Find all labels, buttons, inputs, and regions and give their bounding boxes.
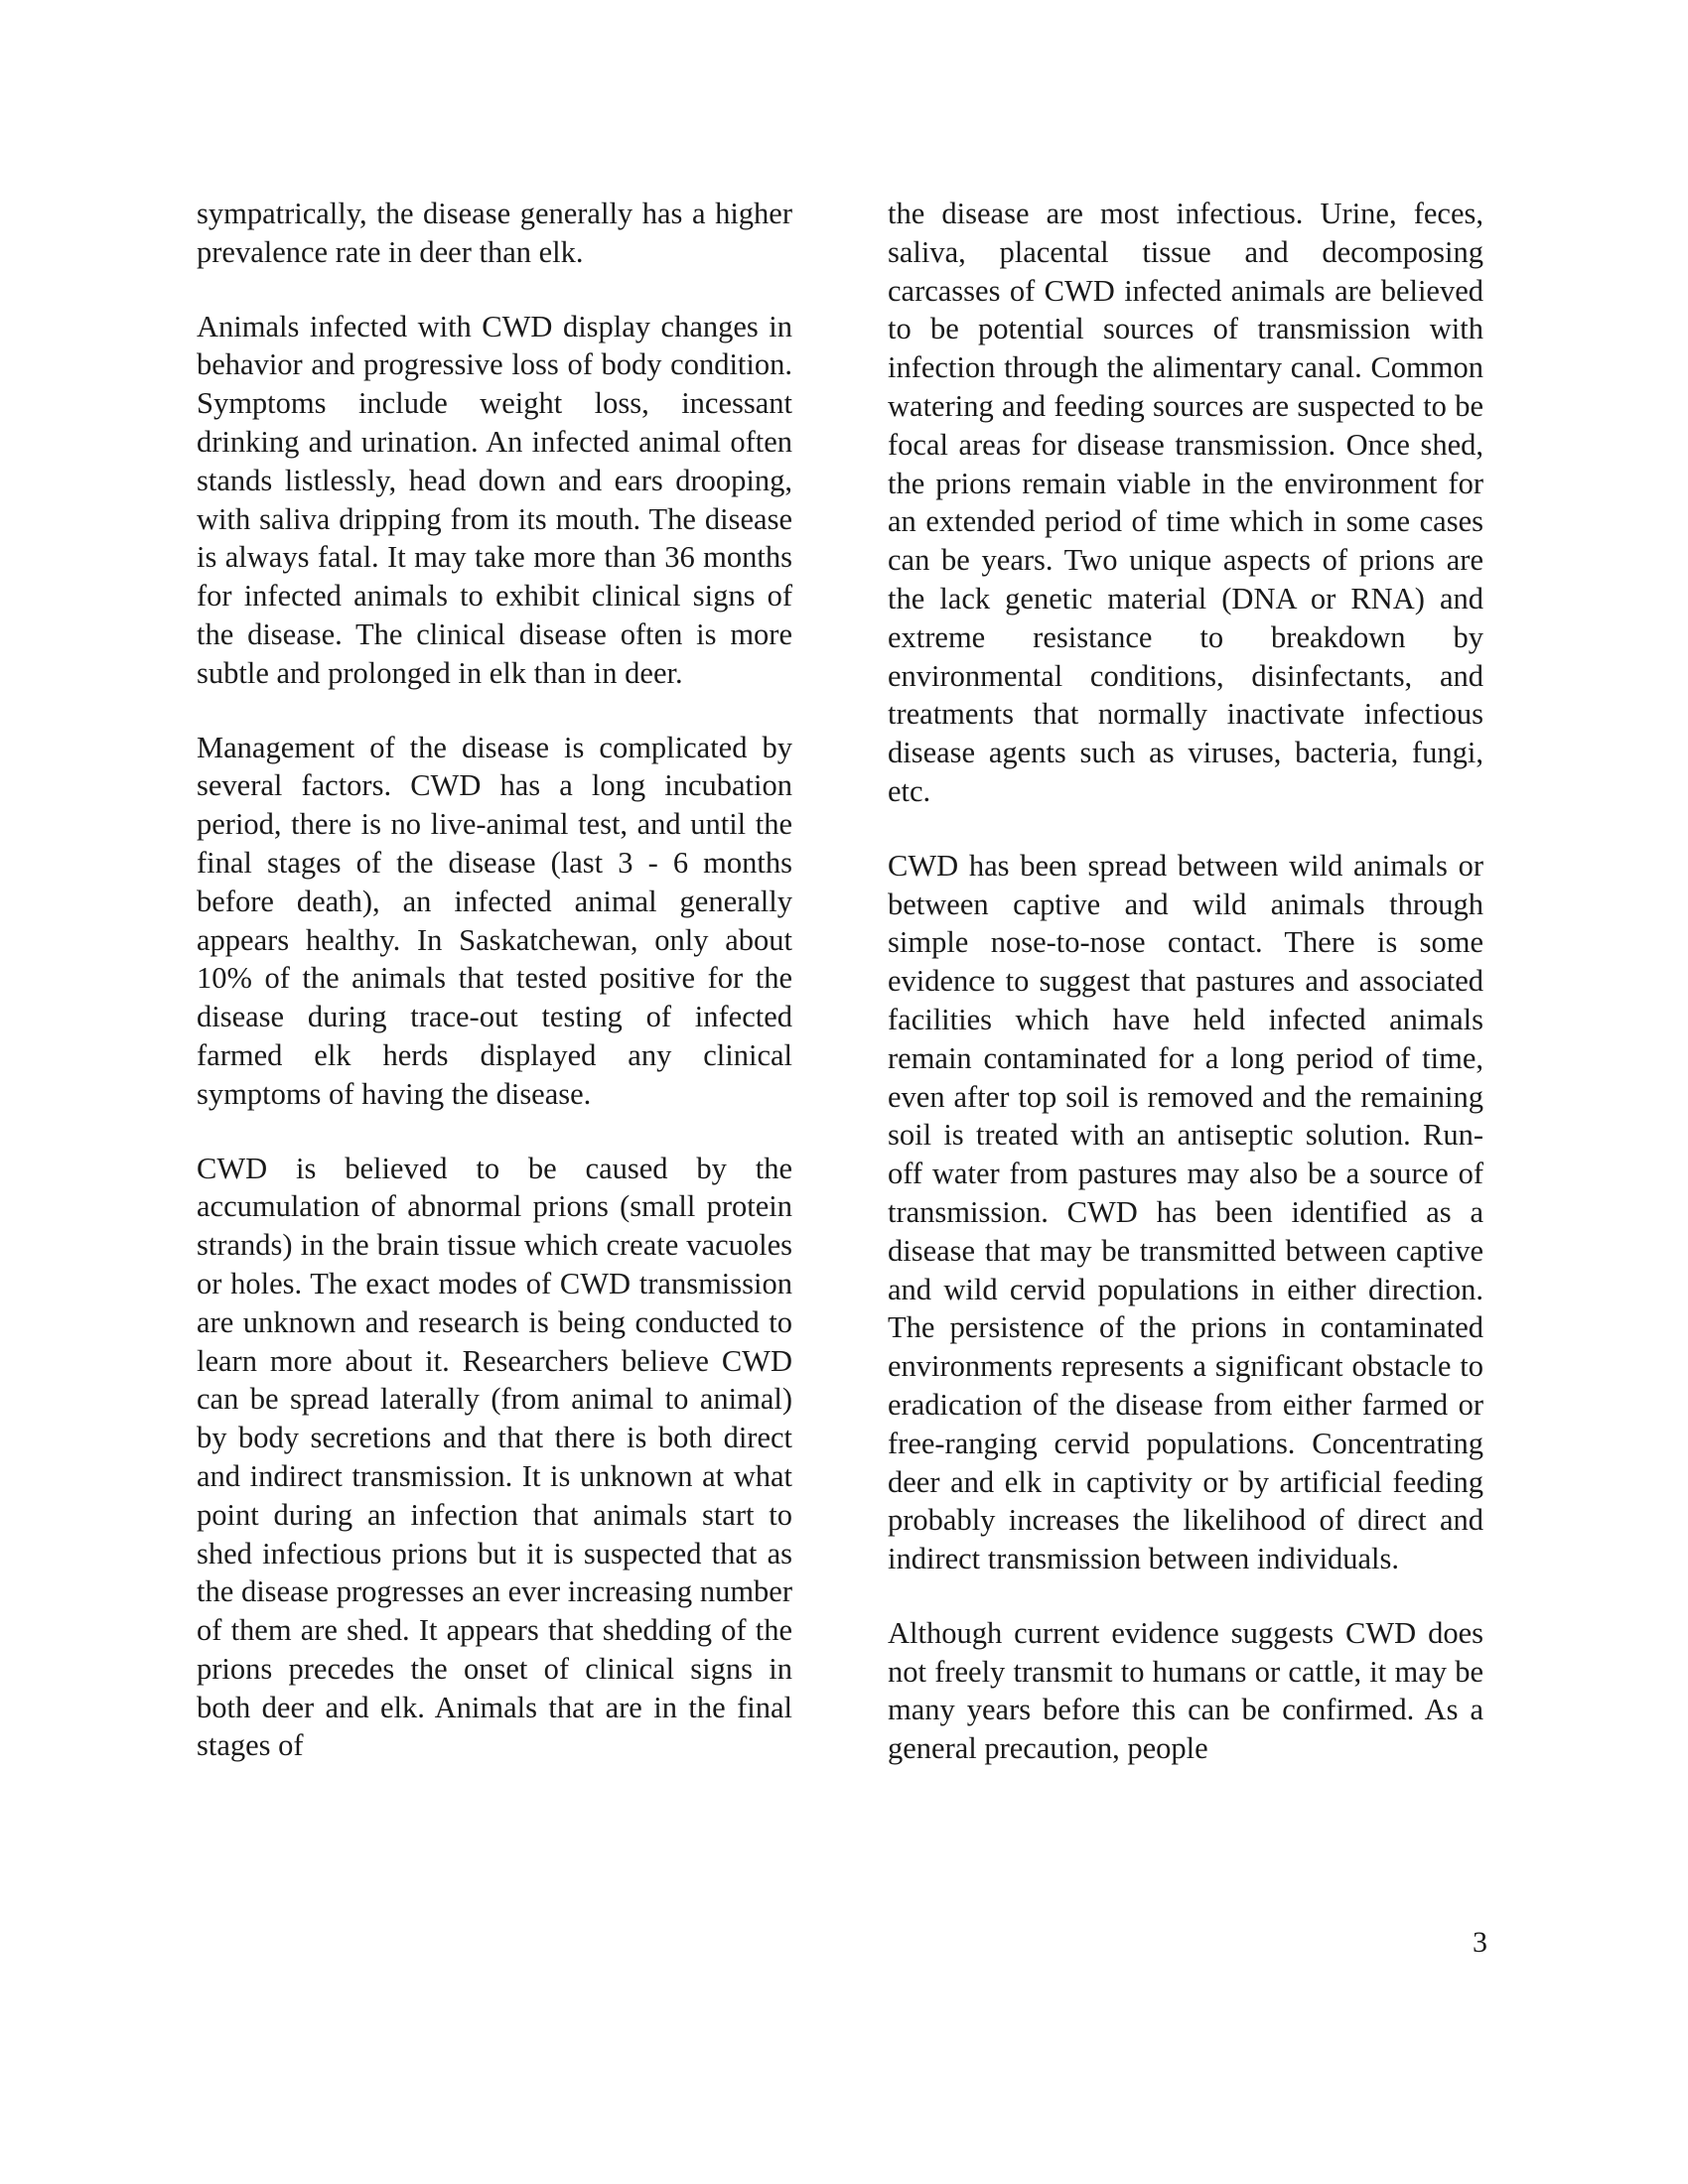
right-column xyxy=(888,195,1483,1804)
paragraph-sympatric-prevalence: sympatrically, the disease generally has a higher prevalence rate in deer than elk. xyxy=(197,197,792,269)
page-number: 3 xyxy=(1473,1926,1487,1959)
paragraph-prions-cause: CWD is believed to be caused by the accumulation of abnormal prions (small protein strands) in the brain tissue which create vacuoles or holes. The exact modes of CWD transmission are unknown and research is being conducted to learn more about it. Researchers believe CWD can be spread laterally (from animal to animal) by body secretions and that there is both direct and indirect transmission. It is unknown at what point during an infection that animals start to shed infectious prions but it is suspected that as the disease progresses an ever increasing number of them are shed. It appears that shedding of the prions precedes the onset of clinical signs in both deer and elk. Animals that are in the final stages of xyxy=(197,1151,792,1763)
paragraph-management: Management of the disease is complicated by several factors. CWD has a long incubation period, there is no live-animal test, and until the final stages of the disease (last 3 - 6 months before death), an infected animal generally appears healthy. In Saskatchewan, only about 10% of the animals that tested positive for the disease during trace-out testing of infected farmed elk herds displayed any clinical symptoms of having the disease. xyxy=(197,730,792,1111)
paragraph-symptoms: Animals infected with CWD display changes in behavior and progressive loss of body condition. Symptoms include weight loss, incessant drinking and urination. An infected animal often stands listlessly, head down and ears drooping, with saliva dripping from its mouth. The disease is always fatal. It may take more than 36 months for infected animals to exhibit clinical signs of the disease. The clinical disease often is more subtle and prolonged in elk than in deer. xyxy=(197,309,792,690)
paragraph-spread: CWD has been spread between wild animals or between captive and wild animals through simple nose-to-nose contact. There is some evidence to suggest that pastures and associated facilities which have held infected animals remain contaminated for a long period of time, even after top soil is removed and the remaining soil is treated with an antiseptic solution. Run-off water from pastures may also be a source of transmission. CWD has been identified as a disease that may be transmitted between captive and wild cervid populations in either direction. The persistence of the prions in contaminated environments represents a significant obstacle to eradication of the disease from either farmed or free-ranging cervid populations. Concentrating deer and elk in captivity or by artificial feeding probably increases the likelihood of direct and indirect transmission between individuals. xyxy=(888,848,1483,1576)
paragraph-human-risk: Although current evidence suggests CWD does not freely transmit to humans or cattle, it may be many years before this can be confirmed. As a general precaution, people xyxy=(888,1615,1483,1766)
paragraph-infectious-sources: the disease are most infectious. Urine, feces, saliva, placental tissue and decomposing carcasses of CWD infected animals are believed to be potential sources of transmission with infection through the alimentary canal. Common watering and feeding sources are suspected to be focal areas for disease transmission. Once shed, the prions remain viable in the environment for an extended period of time which in some cases can be years. Two unique aspects of prions are the lack genetic material (DNA or RNA) and extreme resistance to breakdown by environmental conditions, disinfectants, and treatments that normally inactivate infectious disease agents such as viruses, bacteria, fungi, etc. xyxy=(888,197,1483,808)
left-column xyxy=(197,195,792,1801)
